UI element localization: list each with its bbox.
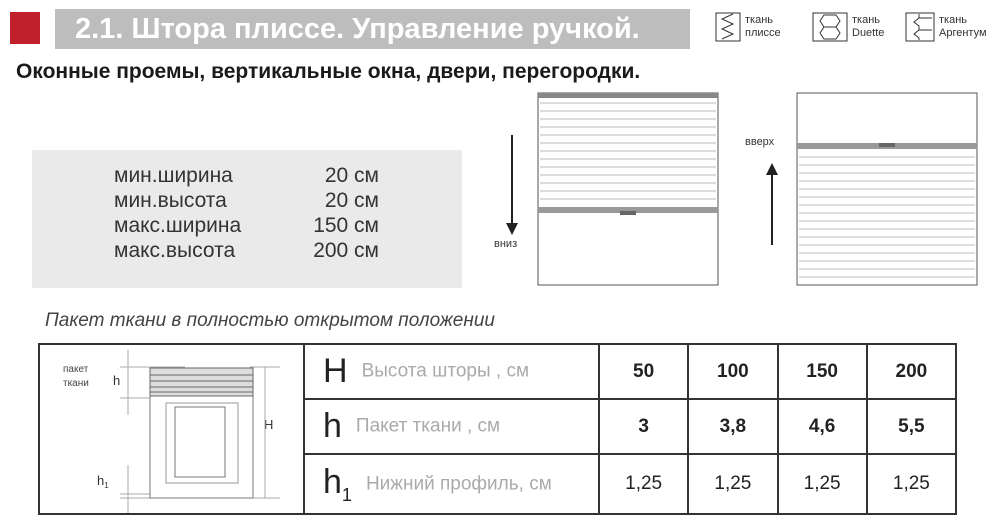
spec-row: [114, 164, 379, 188]
blind-raised-diagram: [766, 93, 977, 285]
spec-value: 200 см: [313, 239, 379, 262]
fabric-name: плиссе: [745, 27, 781, 39]
cell: 3,8: [688, 399, 777, 454]
spec-row: [114, 239, 379, 263]
cell: 200: [867, 344, 956, 399]
spec-row: [114, 189, 379, 213]
cell: 1,25: [688, 454, 777, 514]
cell: 3: [599, 399, 688, 454]
fabric-label: ткань: [939, 14, 968, 26]
specs-box: [32, 150, 462, 288]
spec-label: макс.высота: [114, 239, 236, 262]
down-label: вниз: [494, 238, 518, 250]
spec-value: 20 см: [324, 164, 379, 187]
H-label: H: [264, 417, 274, 432]
spec-label: мин.высота: [114, 189, 227, 212]
spec-label: макс.ширина: [114, 214, 242, 237]
pleated-fabric-icon: [715, 12, 741, 42]
package-table: [38, 343, 957, 515]
cell: 1,25: [778, 454, 867, 514]
row-label: H Высота шторы , см: [304, 344, 599, 399]
argentum-fabric-icon: [905, 12, 935, 42]
window-diagram-cell: [39, 344, 304, 514]
cell: 4,6: [778, 399, 867, 454]
fabric-name: Duette: [852, 27, 885, 39]
row-label: h Пакет ткани , см: [304, 399, 599, 454]
fabric-label: ткань: [745, 14, 774, 26]
cell: 5,5: [867, 399, 956, 454]
package-label: ткани: [63, 378, 89, 389]
blind-diagrams: [490, 85, 1000, 295]
blind-lowered-diagram: [506, 93, 718, 285]
fabric-name: Аргентум: [939, 27, 987, 39]
fabric-argentum: [905, 12, 987, 42]
spec-value: 150 см: [313, 214, 379, 237]
up-label: вверх: [745, 136, 775, 148]
duette-fabric-icon: [812, 12, 848, 42]
package-title: Пакет ткани в полностью открытом положении: [45, 310, 495, 331]
fabric-label: ткань: [852, 14, 881, 26]
subtitle: Оконные проемы, вертикальные окна, двери, перегородки.: [16, 60, 641, 83]
table-row: [39, 344, 956, 399]
h1-label: $h_1$: [97, 473, 109, 490]
cell: 50: [599, 344, 688, 399]
spec-value: 20 см: [324, 189, 379, 212]
cell: 1,25: [867, 454, 956, 514]
spec-label: мин.ширина: [114, 164, 233, 187]
window-diagram: [40, 345, 303, 513]
spec-row: [114, 214, 379, 238]
cell: 1,25: [599, 454, 688, 514]
row-label: $h_1Нижний$ профиль, см: [304, 454, 599, 514]
page-title: 2.1. Штора плиссе. Управление ручкой.: [55, 9, 690, 49]
fabric-duette: [812, 12, 884, 42]
accent-square: [10, 12, 40, 44]
h-label: h: [113, 373, 121, 388]
fabric-pleated: [715, 12, 781, 42]
cell: 100: [688, 344, 777, 399]
package-label: пакет: [63, 364, 89, 375]
cell: 150: [778, 344, 867, 399]
